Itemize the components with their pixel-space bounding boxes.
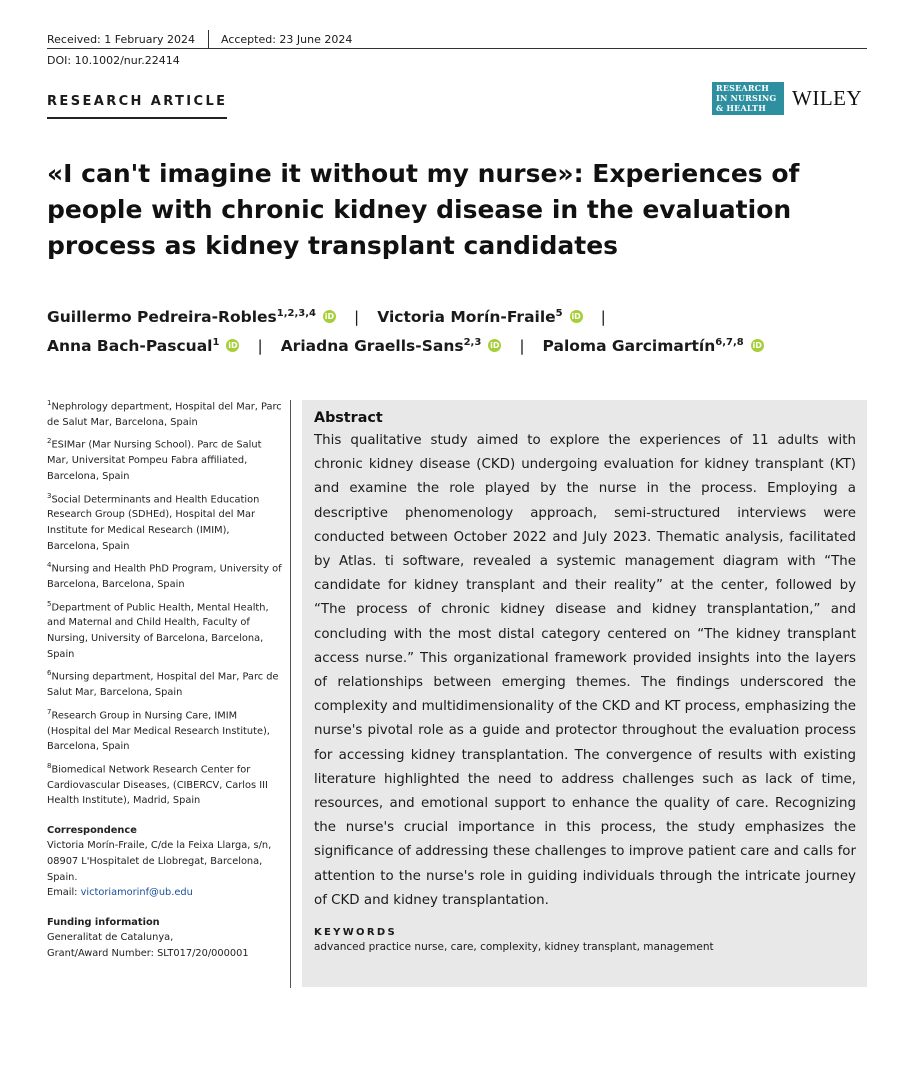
- affiliation: [47, 558, 282, 592]
- correspondence-email-line: [47, 885, 282, 901]
- correspondence-heading: Correspondence: [47, 824, 137, 836]
- abstract-text: This qualitative study aimed to explore the experiences of 11 adults with chronic kidney disease (CKD) undergoing evaluation for kidney transplant (KT) and examine the role played by the nurse in the process. Employing a descriptive phenomenology approach, semi-structured interviews were conducted between October 2022 and July 2023. Thematic analysis, facilitated by Atlas. ti software, revealed a systemic management diagram with “The candidate for kidney transplant and their reality” at the center, followed by “The process of chronic kidney disease and kidney transplantation,” and concluding with the most distal category centered on “The kidney transplant access nurse.” This organizational framework provided insights into the layers of relationships between emerging themes. The findings underscored the complexity and multidimensionality of the CKD and KT process, emphasizing the nurse's pivotal role as a guide and protector throughout the evaluation process for accessing kidney transplantation. The convergence of results with existing literature highlighted the need to address challenges such as lack of time, resources, and emotional support to enhance the quality of care. Recognizing the nurse's crucial importance in this process, the study emphasizes the significance of addressing these challenges to improve patient care and calls for attention to the nurse's role in guiding individuals through the intricate journey of CKD and kidney transplantation.: [314, 433, 856, 908]
- author-name: Ariadna Graells-Sans: [280, 337, 464, 355]
- affiliation-text: Social Determinants and Health Education Research Group (SDHEd), Hospital del Mar Institute for Medical Research (IMIM), Barcelona, Spain: [47, 493, 260, 552]
- affiliation: [47, 597, 282, 663]
- affiliation: [47, 759, 282, 809]
- author-line: [47, 303, 867, 332]
- affiliation-text: Department of Public Health, Mental Health, and Maternal and Child Health, Faculty of Nursing, University of Barcelona, Barcelona, Spain: [47, 601, 269, 660]
- author-name: Paloma Garcimartín: [542, 337, 716, 355]
- author-affiliation-marks: 5: [555, 307, 563, 319]
- affiliation-number: 7: [47, 707, 52, 716]
- funding-line: Generalitat de Catalunya,: [47, 932, 174, 944]
- affiliation: [47, 489, 282, 555]
- orcid-icon[interactable]: iD: [228, 341, 238, 350]
- keywords-heading: KEYWORDS: [314, 927, 397, 939]
- affiliation-text: Nephrology department, Hospital del Mar, Parc de Salut Mar, Barcelona, Spain: [47, 401, 282, 428]
- affiliation-number: 2: [47, 437, 52, 446]
- orcid-icon[interactable]: iD: [571, 312, 581, 321]
- author-name: Anna Bach-Pascual: [47, 337, 213, 355]
- article-title: «I can't imagine it without my nurse»: Experiences of people with chronic kidney disease in the evaluation process as kidney transplant candidates: [47, 159, 800, 260]
- journal-logo-line: RESEARCH: [716, 83, 770, 93]
- affiliation-text: Nursing and Health PhD Program, University of Barcelona, Barcelona, Spain: [47, 563, 282, 590]
- publisher-logo: WILEY: [792, 86, 863, 110]
- author-name: Guillermo Pedreira-Robles: [47, 308, 277, 326]
- funding-line: Grant/Award Number: SLT017/20/000001: [47, 947, 249, 959]
- keywords-text: advanced practice nurse, care, complexity, kidney transplant, management: [314, 941, 714, 954]
- affiliation-text: Biomedical Network Research Center for Cardiovascular Diseases, (CIBERCV, Carlos III Health Institute), Madrid, Spain: [47, 764, 268, 807]
- affiliation: [47, 666, 282, 700]
- author-separator: |: [600, 308, 606, 326]
- received-date: Received: 1 February 2024: [47, 32, 195, 46]
- affiliation-number: 3: [47, 491, 52, 500]
- affiliation-number: 5: [47, 599, 52, 608]
- date-separator: [208, 30, 209, 48]
- author-separator: |: [257, 337, 263, 355]
- journal-logo-line: & HEALTH: [716, 103, 766, 113]
- affiliation-number: 6: [47, 669, 52, 678]
- article-type-underline: [47, 117, 227, 119]
- column-divider: [290, 400, 291, 988]
- affiliation-number: 4: [47, 561, 52, 570]
- affiliation: [47, 434, 282, 484]
- author-separator: |: [354, 308, 360, 326]
- dates-line: [47, 30, 352, 48]
- affiliation-text: Nursing department, Hospital del Mar, Parc de Salut Mar, Barcelona, Spain: [47, 671, 279, 699]
- affiliation: [47, 396, 282, 430]
- orcid-icon[interactable]: iD: [752, 341, 762, 350]
- affiliation-number: 1: [47, 399, 52, 407]
- article-type: RESEARCH ARTICLE: [47, 94, 228, 109]
- abstract-heading: Abstract: [314, 410, 383, 426]
- author-affiliation-marks: 1,2,3,4: [276, 307, 316, 319]
- author-affiliation-marks: 1: [212, 336, 220, 348]
- affiliation-text: Research Group in Nursing Care, IMIM (Hospital del Mar Medical Research Institute), Barcelona, Spain: [47, 709, 270, 753]
- email-link[interactable]: victoriamorinf@ub.edu: [80, 887, 193, 899]
- accepted-date: Accepted: 23 June 2024: [220, 32, 353, 46]
- author-name: Victoria Morín-Fraile: [377, 308, 556, 326]
- abstract-box: [302, 400, 867, 987]
- author-affiliation-marks: 2,3: [463, 336, 482, 348]
- doi[interactable]: DOI: 10.1002/nur.22414: [47, 54, 180, 67]
- author-list: [47, 303, 867, 361]
- affiliation-number: 8: [47, 761, 52, 770]
- email-label: Email:: [47, 887, 81, 899]
- affiliation-text: ESIMar (Mar Nursing School). Parc de Salut Mar, Universitat Pompeu Fabra affiliated, Barcelona, Spain: [47, 439, 262, 482]
- affiliation: [47, 705, 282, 755]
- header-rule: [47, 48, 867, 49]
- author-affiliation-marks: 6,7,8: [715, 336, 744, 348]
- correspondence-address: Victoria Morín-Fraile, C/de la Feixa Llarga, s/n, 08907 L'Hospitalet de Llobregat, Barcelona, Spain.: [47, 840, 272, 883]
- author-line: [47, 332, 867, 361]
- orcid-icon[interactable]: iD: [324, 312, 335, 321]
- journal-logo-line: IN NURSING: [716, 93, 777, 103]
- journal-logo: [712, 82, 784, 115]
- author-separator: |: [519, 337, 525, 355]
- funding-heading: Funding information: [47, 916, 160, 928]
- orcid-icon[interactable]: iD: [490, 341, 500, 350]
- sidebar-info: [47, 396, 282, 962]
